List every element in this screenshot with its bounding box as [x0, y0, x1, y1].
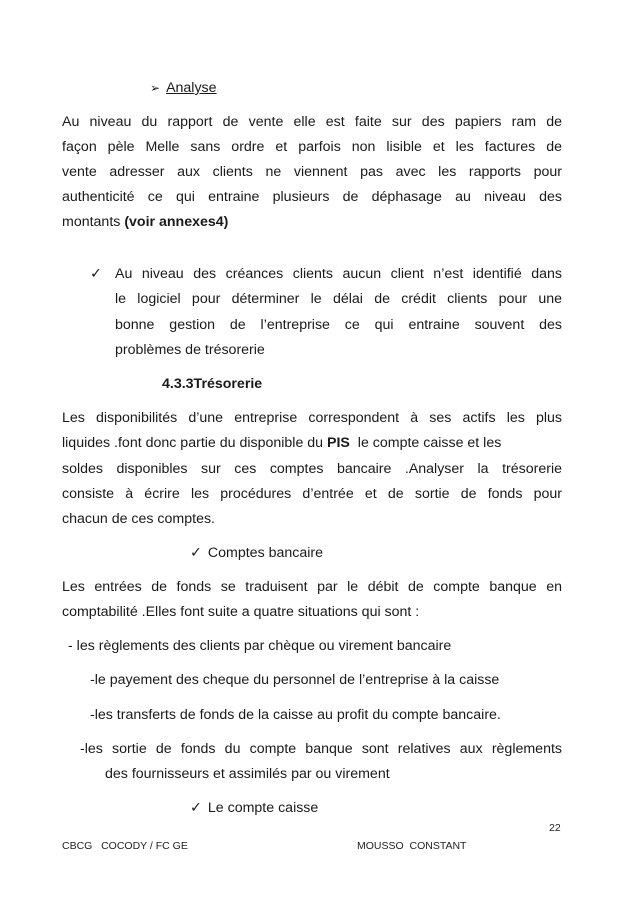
line-text: le compte caisse et les [349, 435, 502, 451]
section-title: 4.3.3Trésorerie [162, 376, 263, 392]
analyse-title: Analyse [166, 80, 217, 96]
footer-right: MOUSSO CONSTANT [357, 840, 467, 852]
list-item: -les transferts de fonds de la caisse au profit du compte bancaire. [90, 707, 501, 723]
paragraph-line: comptabilité .Elles font suite a quatre situations qui sont : [62, 604, 420, 620]
paragraph-line: chacun de ces comptes. [62, 511, 215, 527]
list-item: -les sortie de fonds du compte banque sont relatives aux règlements [80, 741, 562, 757]
paragraph-line: authenticité ce qui entraine plusieurs de déphasage au niveau des [62, 189, 562, 205]
list-item: - les règlements des clients par chèque ou virement bancaire [68, 638, 452, 654]
paragraph-line: soldes disponibles sur ces comptes bancaire .Analyser la trésorerie [62, 461, 562, 477]
paragraph-line: vente adresser aux clients ne viennent pas avec les rapports pour [62, 164, 562, 180]
check-icon: ✓ [190, 800, 202, 816]
page-number: 22 [549, 822, 561, 834]
annexe-reference: (voir annexes4) [124, 214, 229, 230]
montants-text: montants [62, 214, 125, 230]
pis-acronym: PIS [327, 435, 350, 451]
paragraph-line [62, 435, 562, 451]
bullet-line: bonne gestion de l’entreprise ce qui entraine souvent des [115, 317, 562, 333]
bullet-line: le logiciel pour déterminer le délai de crédit clients pour une [115, 291, 562, 307]
paragraph-line: Les entrées de fonds se traduisent par le débit de compte banque en [62, 579, 562, 595]
footer-left: CBCG COCODY / FC GE [62, 840, 188, 852]
paragraph-line: Les disponibilités d’une entreprise correspondent à ses actifs les plus [62, 410, 562, 426]
paragraph-line: Au niveau du rapport de vente elle est faite sur des papiers ram de [62, 114, 562, 130]
compte-caisse-heading [190, 800, 318, 816]
comptes-bancaire-heading [190, 545, 323, 561]
paragraph-last-line [62, 214, 228, 230]
list-item-continuation: des fournisseurs et assimilés par ou virement [105, 766, 390, 782]
bullet-line: problèmes de trésorerie [115, 342, 265, 358]
heading-label: Le compte caisse [207, 800, 319, 816]
paragraph-line: façon pèle Melle sans ordre et parfois non lisible et les factures de [62, 139, 562, 155]
check-icon: ✓ [90, 266, 102, 282]
paragraph-line: consiste à écrire les procédures d’entrée et de sortie de fonds pour [62, 486, 562, 502]
heading-label: Comptes bancaire [207, 545, 324, 561]
list-item: -le payement des cheque du personnel de l’entreprise à la caisse [90, 672, 500, 688]
line-text: liquides .font donc partie du disponible du [62, 435, 328, 451]
check-icon: ✓ [190, 545, 202, 561]
arrow-bullet-icon: ➢ [150, 81, 161, 95]
analyse-heading [150, 80, 217, 96]
bullet-line: Au niveau des créances clients aucun client n’est identifié dans [115, 266, 562, 282]
